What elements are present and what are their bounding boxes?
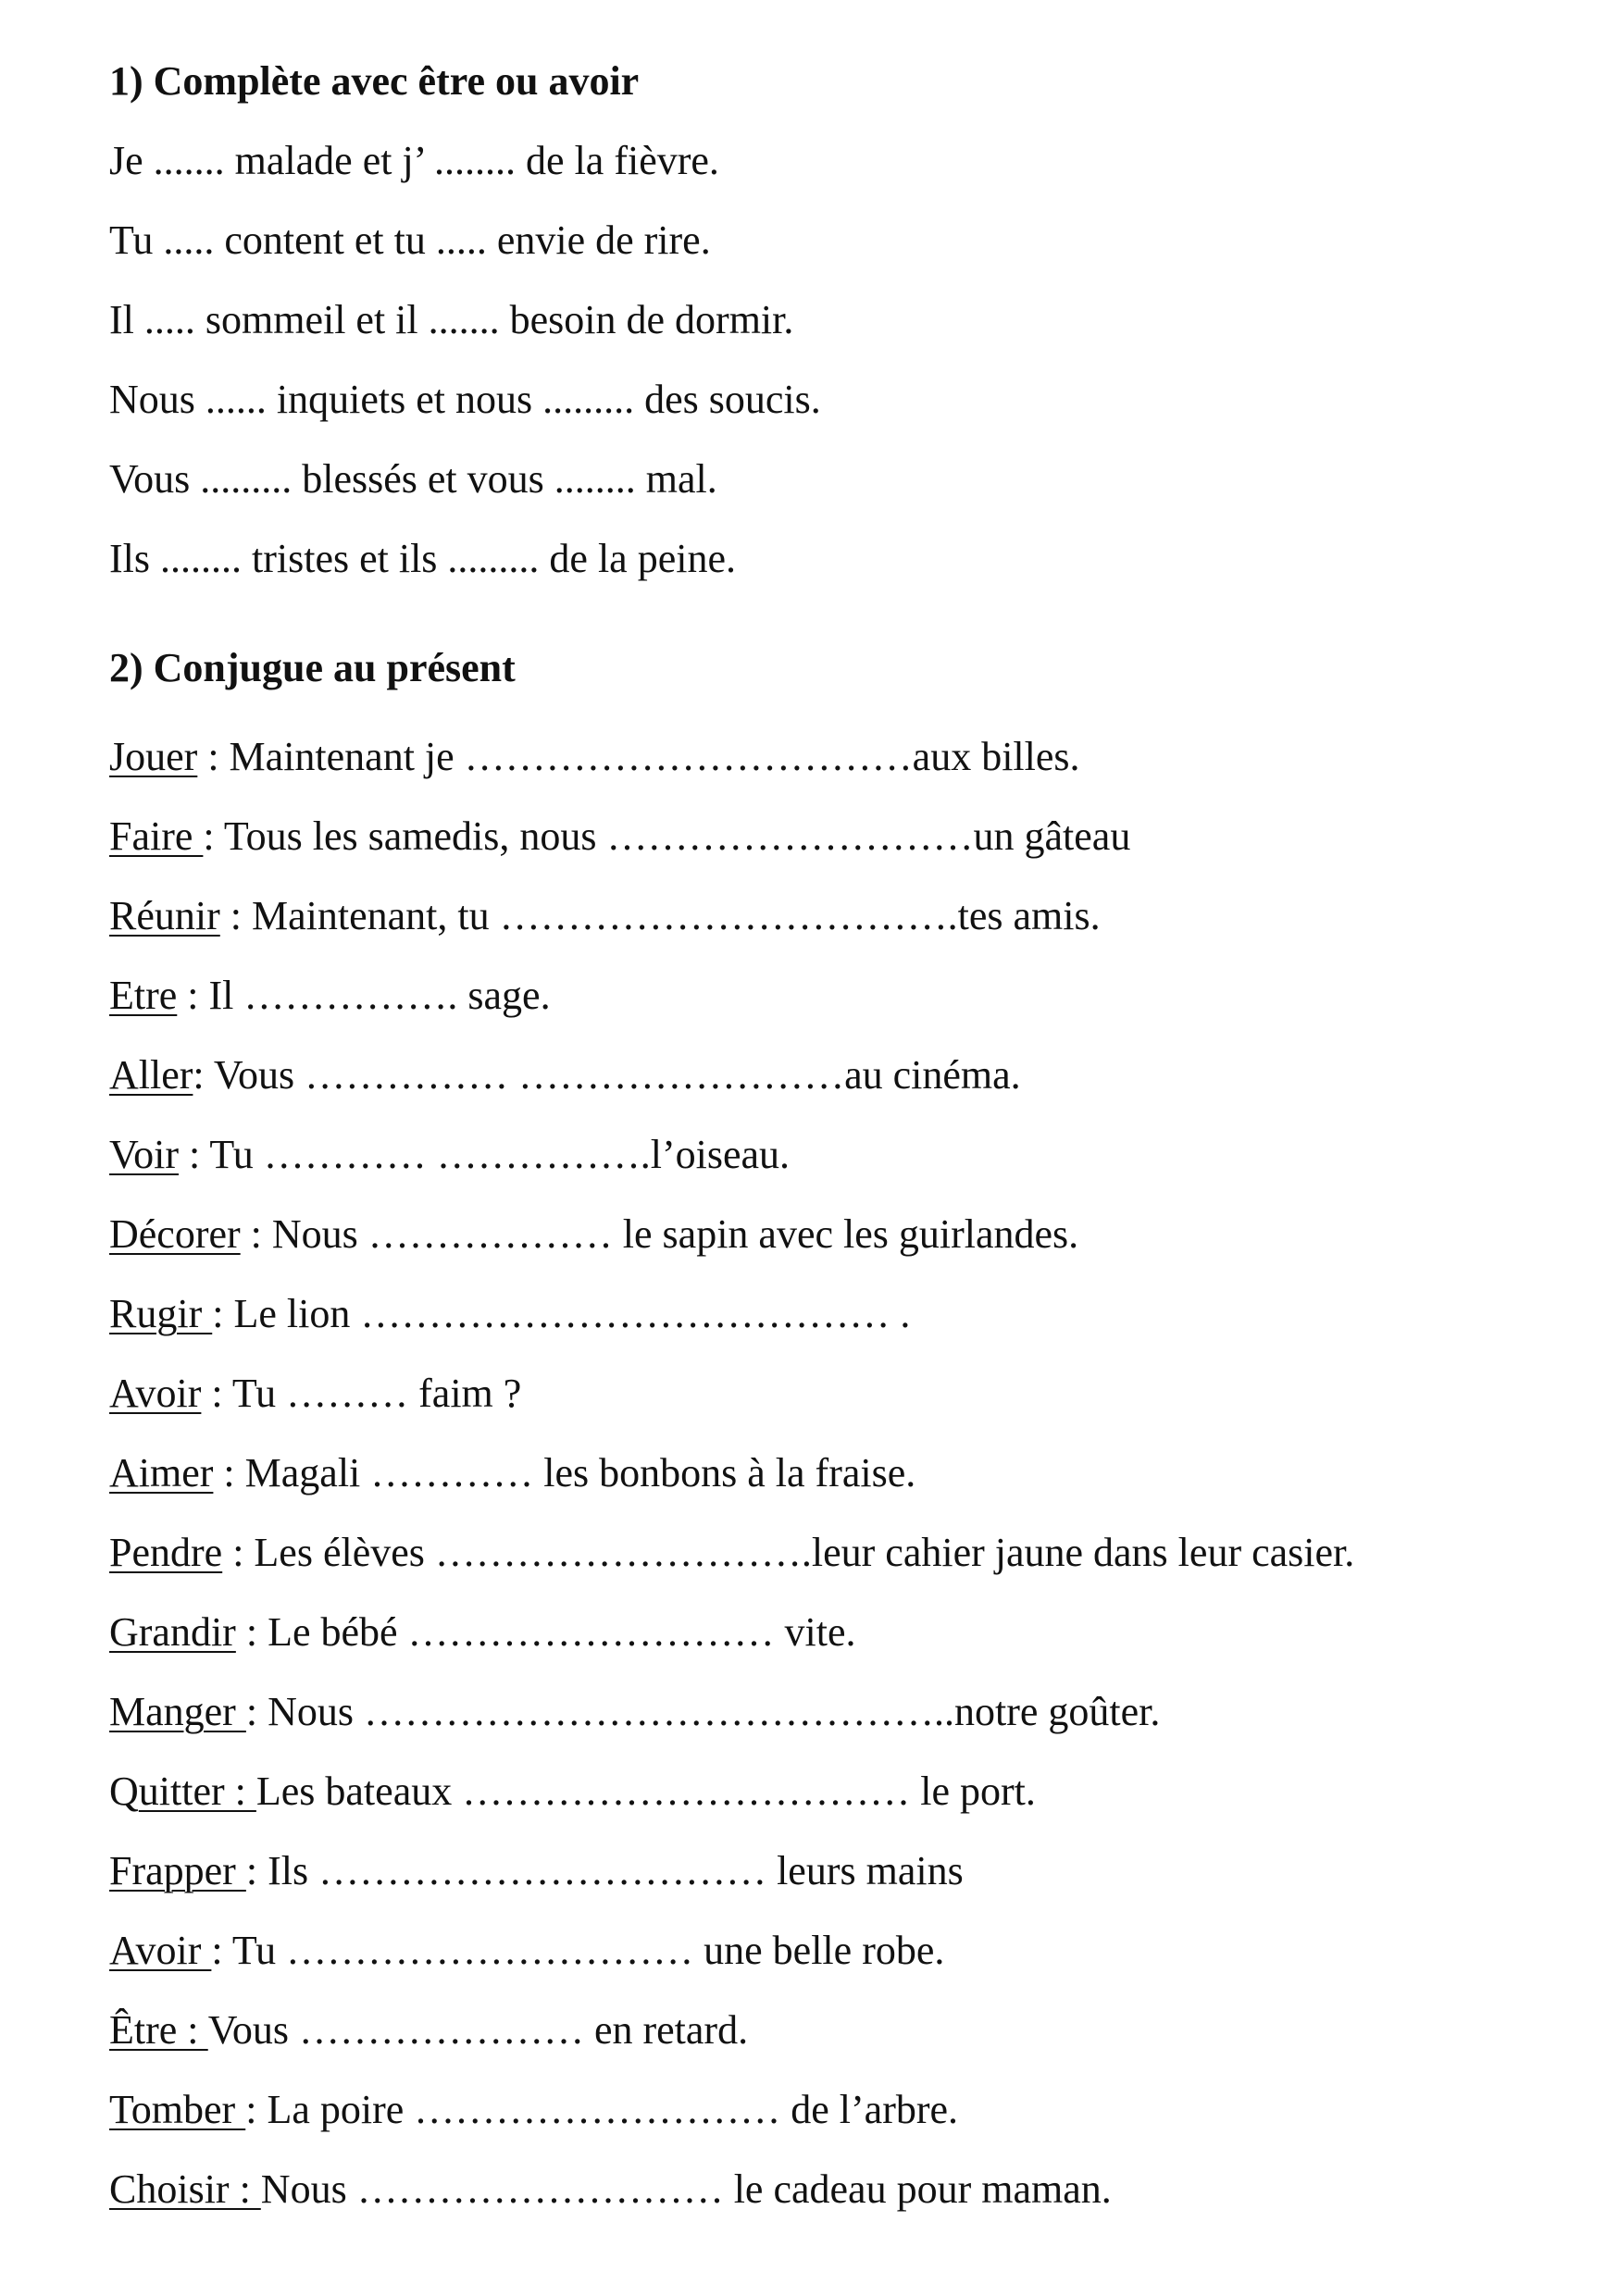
- conjugation-line: [109, 1450, 916, 1496]
- verb-label: Avoir: [109, 1371, 202, 1416]
- exercise1-line: Vous ......... blessés et vous ........ mal.: [109, 456, 717, 502]
- verb-label: Manger: [109, 1689, 246, 1734]
- sentence-text: : Nous ……………………………………..notre goûter.: [245, 1689, 1161, 1734]
- conjugation-line: [109, 1291, 911, 1336]
- exercise1-line: Ils ........ tristes et ils ......... de la peine.: [109, 536, 736, 581]
- sentence-text: : Il ……………. sage.: [177, 973, 551, 1018]
- conjugation-line: [109, 2166, 1112, 2212]
- conjugation-line: [109, 1609, 856, 1655]
- verb-label: Faire: [109, 813, 204, 859]
- verb-label: Aimer: [109, 1450, 214, 1496]
- verb-label: Etre: [109, 973, 178, 1018]
- conjugation-line: [109, 1530, 1355, 1575]
- verb-label: Aller: [109, 1052, 193, 1098]
- conjugation-line: [109, 1930, 944, 1971]
- section2-title: 2) Conjugue au présent: [109, 645, 516, 690]
- exercise1-line: Tu ..... content et tu ..... envie de rire.: [109, 217, 711, 263]
- verb-label: Rugir: [109, 1291, 213, 1336]
- conjugation-line: [109, 893, 1101, 938]
- exercise1-line: Je ....... malade et j’ ........ de la fièvre.: [109, 138, 719, 183]
- exercise1-line: Nous ...... inquiets et nous ......... des soucis.: [109, 377, 821, 422]
- conjugation-line: [109, 813, 1131, 859]
- conjugation-line: [109, 1848, 964, 1893]
- conjugation-line: [109, 1689, 1161, 1734]
- verb-label: Réunir: [109, 893, 220, 938]
- sentence-text: : Tu ……… faim ?: [201, 1371, 522, 1416]
- verb-label: Grandir: [109, 1609, 236, 1655]
- section1-title: 1) Complète avec être ou avoir: [109, 58, 640, 104]
- sentence-text: : Tu ………… …………….l’oiseau.: [178, 1132, 791, 1177]
- sentence-text: : Ils …………………………… leurs mains: [245, 1848, 964, 1893]
- verb-label: Voir: [109, 1132, 179, 1177]
- verb-prefix: Q: [109, 1769, 139, 1814]
- conjugation-line: [109, 2007, 749, 2053]
- sentence-text: : Le lion ………………………………… .: [212, 1291, 911, 1336]
- sentence-text: : Magali ………… les bonbons à la fraise.: [213, 1450, 916, 1496]
- sentence-text: Les bateaux …………………………… le port.: [255, 1769, 1036, 1814]
- conjugation-line: [109, 975, 551, 1016]
- verb-label: Jouer: [109, 734, 198, 779]
- sentence-text: Vous ………………… en retard.: [207, 2007, 749, 2053]
- exercise1-line: Il ..... sommeil et il ....... besoin de dormir.: [109, 297, 794, 342]
- sentence-text: : Tous les samedis, nous ………………………un gâteau: [203, 813, 1131, 859]
- conjugation-line: [109, 734, 1080, 779]
- verb-label: Pendre: [109, 1530, 223, 1575]
- conjugation-line: [109, 1771, 1036, 1812]
- sentence-text: : La poire ……………………… de l’arbre.: [245, 2087, 959, 2132]
- conjugation-line: [109, 1132, 791, 1177]
- sentence-text: : Le bébé ……………………… vite.: [235, 1609, 856, 1655]
- sentence-text: : Les élèves ……………………….leur cahier jaune dans leur casier.: [222, 1530, 1355, 1575]
- verb-label: Frapper: [109, 1848, 246, 1893]
- conjugation-line: [109, 1373, 521, 1414]
- sentence-text: Nous ……………………… le cadeau pour maman.: [260, 2166, 1112, 2212]
- verb-label: Être :: [109, 2007, 208, 2053]
- verb-label: Avoir: [109, 1928, 212, 1973]
- conjugation-line: [109, 1052, 1021, 1098]
- sentence-text: : Maintenant, tu …………………………….tes amis.: [219, 893, 1101, 938]
- conjugation-line: [109, 1211, 1079, 1257]
- verb-label: uitter :: [138, 1769, 256, 1814]
- conjugation-line: [109, 2087, 959, 2132]
- sentence-text: : Maintenant je ……………………………aux billes.: [197, 734, 1080, 779]
- sentence-text: : Tu ………………………… une belle robe.: [211, 1928, 945, 1973]
- sentence-text: : Nous ……………… le sapin avec les guirlandes.: [240, 1211, 1079, 1257]
- verb-label: Tomber: [109, 2087, 246, 2132]
- verb-label: Choisir :: [109, 2166, 261, 2212]
- verb-label: Décorer: [109, 1211, 241, 1257]
- sentence-text: : Vous …………… ……………………au cinéma.: [193, 1052, 1021, 1098]
